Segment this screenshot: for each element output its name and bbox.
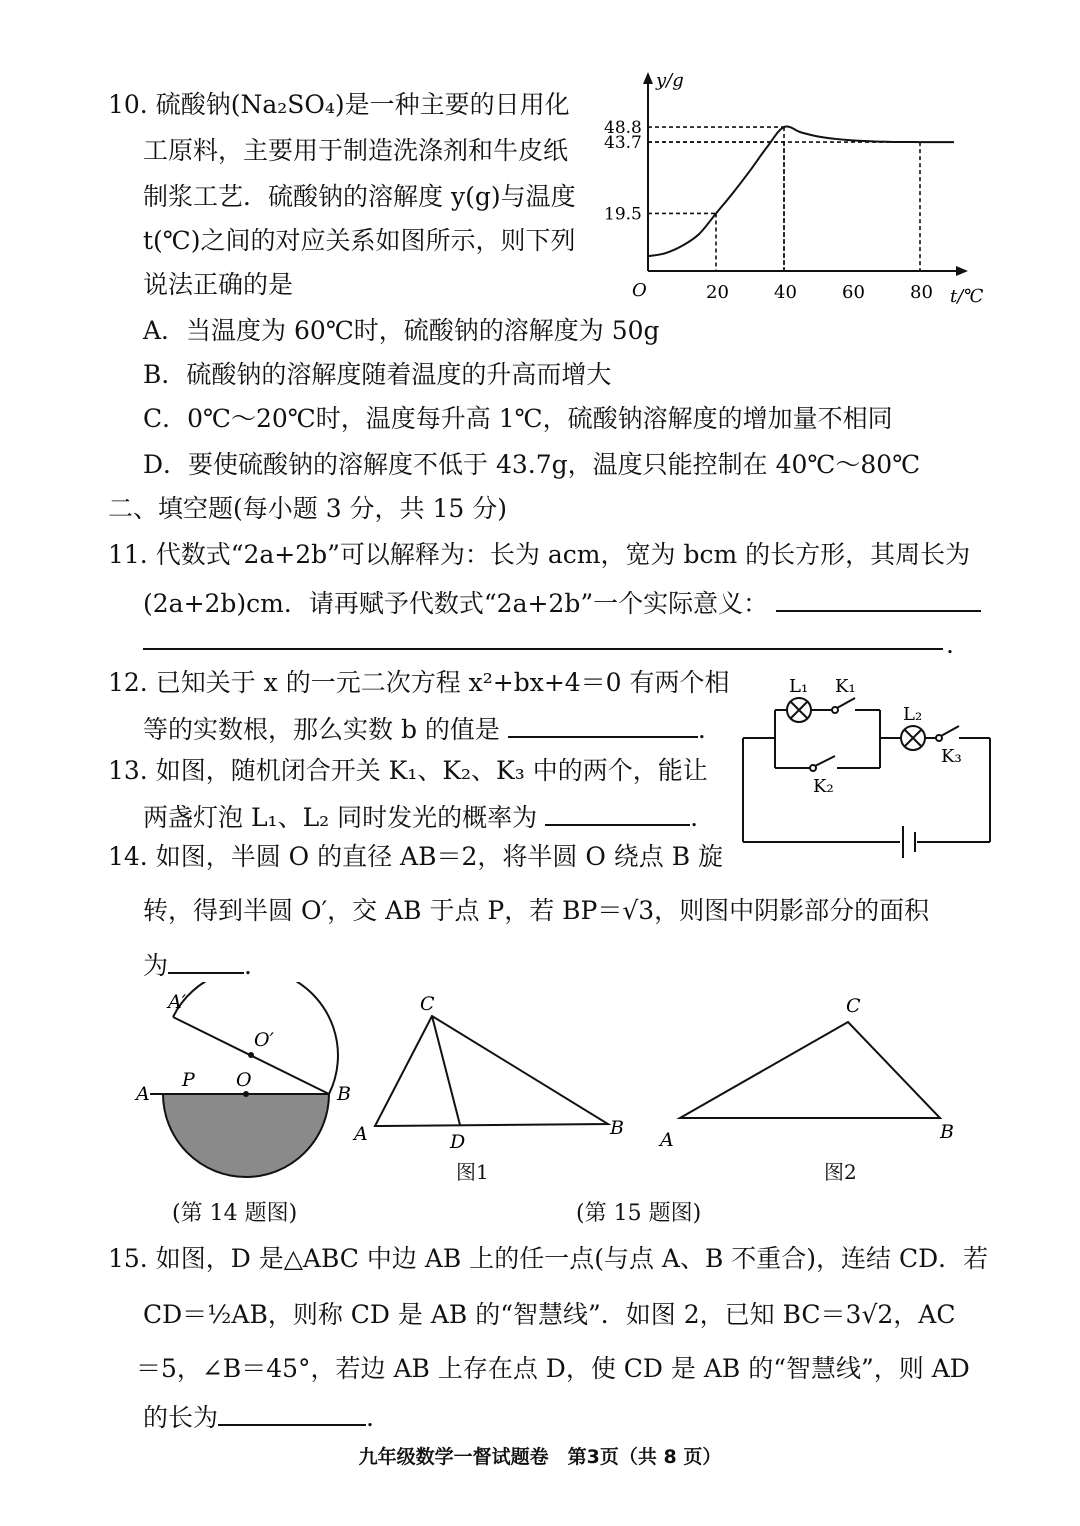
- label-c-1: C: [420, 993, 435, 1015]
- q10-option-b: B．硫酸钠的溶解度随着温度的升高而增大: [143, 360, 612, 389]
- q10-line-4: t(℃)之间的对应关系如图所示，则下列: [143, 226, 576, 255]
- q14-line-3-text: 为: [143, 951, 169, 980]
- q11-answer-blank-2[interactable]: [143, 648, 943, 650]
- point-o: [243, 1091, 249, 1097]
- q15-answer-blank[interactable]: [218, 1398, 366, 1426]
- label-b-1: B: [610, 1117, 624, 1139]
- x-axis-label: t/℃: [950, 286, 984, 307]
- q12-line-1: 12. 已知关于 x 的一元二次方程 x²+bx+4＝0 有两个相: [108, 668, 730, 697]
- q13-line-2-text: 两盏灯泡 L₁、L₂ 同时发光的概率为: [143, 803, 538, 832]
- label-a: A: [136, 1083, 150, 1105]
- x-axis-arrow: [956, 266, 968, 276]
- y-tick-label-43.7: 43.7: [604, 133, 642, 154]
- page-footer: 九年级数学一督试题卷 第3页（共 8 页）: [358, 1446, 722, 1468]
- y-axis-arrow: [643, 72, 653, 84]
- y-axis-label: y/g: [656, 70, 684, 91]
- shaded-region: [163, 1094, 329, 1177]
- x-tick-label-40: 40: [774, 282, 797, 303]
- label-l2: L₂: [903, 704, 923, 725]
- q11-line-2: [143, 584, 981, 621]
- q15-line-1: 15. 如图，D 是△ABC 中边 AB 上的任一点(与点 A、B 不重合)，连结 CD．若: [108, 1244, 989, 1273]
- label-d-1: D: [450, 1131, 466, 1153]
- q15-line-3: ＝5，∠B＝45°，若边 AB 上存在点 D，使 CD 是 AB 的“智慧线”，则 AD: [136, 1354, 970, 1383]
- q14-line-2: 转，得到半圆 O′，交 AB 于点 P，若 BP＝√3，则图中阴影部分的面积: [143, 896, 930, 925]
- circuit-diagram: [735, 668, 1000, 863]
- q13-line-2: [143, 798, 698, 835]
- switch-k3: [936, 726, 959, 741]
- label-o-prime: O′: [254, 1029, 274, 1051]
- origin-label: O: [632, 280, 647, 301]
- q14-line-3: [143, 946, 252, 983]
- q10-line-3: 制浆工艺．硫酸钠的溶解度 y(g)与温度: [143, 182, 576, 211]
- switch-k2: [810, 756, 835, 771]
- q10-option-c: C．0℃～20℃时，温度每升高 1℃，硫酸钠溶解度的增加量不相同: [143, 404, 893, 433]
- fig15-2-label: 图2: [824, 1160, 857, 1184]
- q14-end: .: [244, 951, 252, 980]
- label-p: P: [182, 1069, 195, 1091]
- switch-k1: [832, 698, 855, 713]
- x-tick-label-80: 80: [910, 282, 933, 303]
- figure-15-2: [650, 988, 970, 1158]
- triangle-abc-2: [680, 1022, 940, 1118]
- chart-guides: [648, 127, 920, 271]
- q13-line-1: 13. 如图，随机闭合开关 K₁、K₂、K₃ 中的两个，能让: [108, 756, 708, 785]
- label-b: B: [337, 1083, 351, 1105]
- q11-end: .: [946, 630, 954, 659]
- triangle-abc-1: [375, 1016, 608, 1126]
- x-tick-labels: [706, 282, 933, 303]
- section-2-title: 二、填空题(每小题 3 分，共 15 分): [108, 494, 508, 523]
- label-a-1: A: [354, 1123, 368, 1145]
- x-tick-label-60: 60: [842, 282, 865, 303]
- q11-line-1: 11. 代数式“2a+2b”可以解释为：长为 acm，宽为 bcm 的长方形，其周长为: [108, 540, 971, 569]
- lamp-l1: [787, 698, 811, 722]
- label-b-2: B: [940, 1121, 954, 1143]
- q13-end: .: [690, 803, 699, 832]
- q10-option-d: D．要使硫酸钠的溶解度不低于 43.7g，温度只能控制在 40℃～80℃: [143, 450, 921, 479]
- solubility-chart: [600, 66, 1000, 316]
- label-k1: K₁: [835, 676, 856, 697]
- q14-line-1: 14. 如图，半圆 O 的直径 AB＝2，将半圆 O 绕点 B 旋: [108, 842, 724, 871]
- segment-cd: [432, 1016, 460, 1125]
- solubility-curve: [648, 126, 954, 256]
- label-a-2: A: [660, 1129, 674, 1151]
- label-k2: K₂: [813, 776, 834, 797]
- label-l1: L₁: [789, 676, 809, 697]
- q11-line-2-text: (2a+2b)cm．请再赋予代数式“2a+2b”一个实际意义：: [143, 589, 769, 618]
- point-o-prime: [248, 1052, 254, 1058]
- q10-line-5: 说法正确的是: [143, 270, 294, 299]
- label-o: O: [236, 1069, 252, 1091]
- label-k3: K₃: [941, 746, 962, 767]
- fig15-caption: (第 15 题图): [576, 1201, 702, 1226]
- x-tick-label-20: 20: [706, 282, 729, 303]
- q10-line-1: 10. 硫酸钠(Na₂SO₄)是一种主要的日用化: [108, 90, 570, 119]
- q10-option-a: A．当温度为 60℃时，硫酸钠的溶解度为 50g: [143, 316, 660, 345]
- q12-line-2: [143, 710, 706, 747]
- q12-line-2-text: 等的实数根，那么实数 b 的值是: [143, 715, 500, 744]
- y-tick-labels: [604, 118, 642, 224]
- figure-14: [130, 982, 360, 1182]
- q11-answer-blank-1[interactable]: [776, 584, 981, 612]
- q12-answer-blank[interactable]: [508, 710, 698, 738]
- q15-line-2: CD＝½AB，则称 CD 是 AB 的“智慧线”．如图 2，已知 BC＝3√2，AC: [143, 1300, 956, 1329]
- q13-answer-blank[interactable]: [545, 798, 690, 826]
- y-tick-label-19.5: 19.5: [604, 204, 642, 225]
- q15-line-4-text: 的长为: [143, 1403, 219, 1432]
- fig15-1-label: 图1: [456, 1160, 489, 1184]
- label-a-prime: A′: [168, 991, 187, 1013]
- lamp-l2: [901, 726, 925, 750]
- q14-answer-blank[interactable]: [168, 946, 244, 974]
- y-tick-label-48.8: 48.8: [604, 118, 642, 139]
- q15-line-4: [143, 1398, 374, 1435]
- figure-15-1: [350, 988, 640, 1158]
- label-c-2: C: [846, 995, 861, 1017]
- q12-end: .: [697, 715, 706, 744]
- q15-end: .: [366, 1403, 374, 1432]
- q10-line-2: 工原料，主要用于制造洗涤剂和牛皮纸: [143, 136, 569, 165]
- fig14-caption: (第 14 题图): [172, 1201, 298, 1226]
